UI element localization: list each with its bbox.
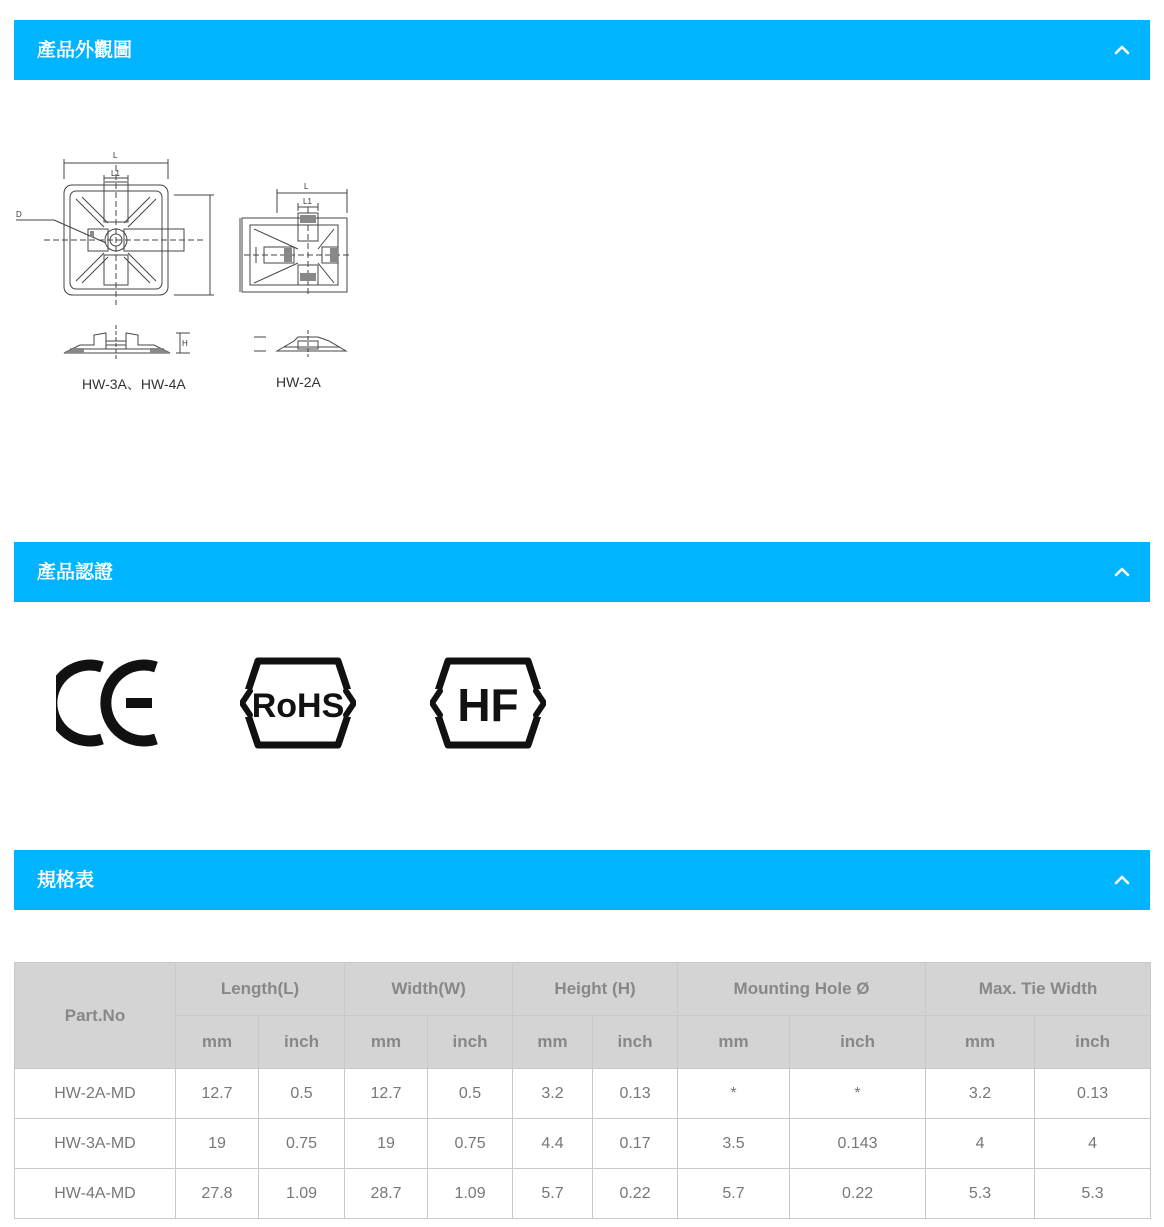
table-cell: 1.09 xyxy=(259,1169,345,1219)
max-tie-width-header: Max. Tie Width xyxy=(926,963,1151,1016)
unit-inch-header: inch xyxy=(259,1016,345,1069)
table-cell: 12.7 xyxy=(345,1069,428,1119)
table-cell: 5.7 xyxy=(678,1169,790,1219)
appearance-section-title: 產品外觀圖 xyxy=(37,39,133,61)
table-cell: 12.7 xyxy=(176,1069,259,1119)
table-cell: 1.09 xyxy=(428,1169,513,1219)
spec-section-header[interactable] xyxy=(14,850,1150,910)
unit-mm-header: mm xyxy=(678,1016,790,1069)
rohs-text: RoHS xyxy=(251,687,345,725)
table-cell: 0.75 xyxy=(428,1119,513,1169)
table-cell: 5.3 xyxy=(926,1169,1035,1219)
spec-table xyxy=(14,962,1151,1219)
part-cell: HW-2A-MD xyxy=(15,1069,176,1119)
table-cell: 3.2 xyxy=(926,1069,1035,1119)
spec-section-title: 規格表 xyxy=(37,869,95,891)
table-cell: 4.4 xyxy=(513,1119,593,1169)
dim-label-l: L xyxy=(113,151,118,160)
table-cell: 0.13 xyxy=(593,1069,678,1119)
height-header: Height (H) xyxy=(513,963,678,1016)
table-cell: 0.22 xyxy=(790,1169,926,1219)
unit-inch-header: inch xyxy=(790,1016,926,1069)
chevron-up-icon[interactable] xyxy=(1112,870,1132,890)
table-cell: 4 xyxy=(1035,1119,1151,1169)
unit-mm-header: mm xyxy=(176,1016,259,1069)
ce-mark-icon xyxy=(56,655,162,751)
table-cell: 27.8 xyxy=(176,1169,259,1219)
unit-inch-header: inch xyxy=(593,1016,678,1069)
table-row xyxy=(15,1119,1151,1169)
table-cell: 3.5 xyxy=(678,1119,790,1169)
table-cell: 3.2 xyxy=(513,1069,593,1119)
part-no-header: Part.No xyxy=(15,963,176,1069)
table-cell: 0.13 xyxy=(1035,1069,1151,1119)
dim-label-l1: L1 xyxy=(111,169,120,178)
table-cell: 0.22 xyxy=(593,1169,678,1219)
chevron-up-icon[interactable] xyxy=(1112,562,1132,582)
part-cell: HW-4A-MD xyxy=(15,1169,176,1219)
dim-label-h: H xyxy=(182,339,188,348)
dim-label-l1-right: L1 xyxy=(303,197,312,206)
rohs-mark-icon xyxy=(240,655,356,751)
mounting-hole-header: Mounting Hole Ø xyxy=(678,963,926,1016)
certification-section-title: 產品認證 xyxy=(37,561,114,583)
table-cell: 0.5 xyxy=(259,1069,345,1119)
dim-label-l-right: L xyxy=(304,182,309,191)
table-cell: 0.5 xyxy=(428,1069,513,1119)
unit-mm-header: mm xyxy=(513,1016,593,1069)
table-cell: 0.17 xyxy=(593,1119,678,1169)
table-cell: * xyxy=(678,1069,790,1119)
table-cell: 5.3 xyxy=(1035,1169,1151,1219)
drawing-label-hw2a: HW-2A xyxy=(276,374,321,390)
drawing-label-hw3a-hw4a: HW-3A、HW-4A xyxy=(82,376,186,392)
appearance-section-header[interactable] xyxy=(14,20,1150,80)
length-header: Length(L) xyxy=(176,963,345,1016)
unit-inch-header: inch xyxy=(1035,1016,1151,1069)
chevron-up-icon[interactable] xyxy=(1112,40,1132,60)
table-cell: 28.7 xyxy=(345,1169,428,1219)
unit-mm-header: mm xyxy=(926,1016,1035,1069)
unit-mm-header: mm xyxy=(345,1016,428,1069)
table-cell: 19 xyxy=(176,1119,259,1169)
table-cell: 0.75 xyxy=(259,1119,345,1169)
table-cell: 4 xyxy=(926,1119,1035,1169)
table-row xyxy=(15,1069,1151,1119)
table-cell: 0.143 xyxy=(790,1119,926,1169)
width-header: Width(W) xyxy=(345,963,513,1016)
unit-inch-header: inch xyxy=(428,1016,513,1069)
product-drawing xyxy=(14,145,354,370)
table-cell: 5.7 xyxy=(513,1169,593,1219)
table-cell: 19 xyxy=(345,1119,428,1169)
table-row xyxy=(15,1169,1151,1219)
table-cell: * xyxy=(790,1069,926,1119)
hf-text: HF xyxy=(457,679,519,731)
part-cell: HW-3A-MD xyxy=(15,1119,176,1169)
dim-label-d: D xyxy=(16,210,22,219)
certification-section-header[interactable] xyxy=(14,542,1150,602)
hf-mark-icon xyxy=(430,655,546,751)
